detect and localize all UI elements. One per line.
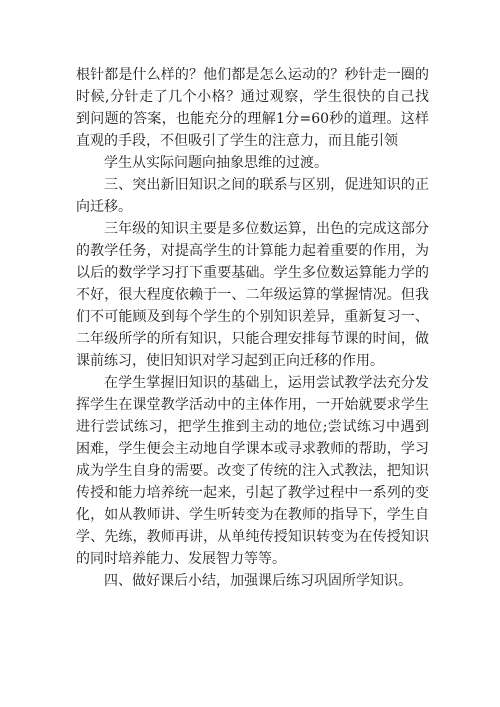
paragraph-transition: 学生从实际问题向抽象思维的过渡。 (104, 155, 328, 171)
paragraph-continuation: 根针都是什么样的？他们都是怎么运动的？秒针走一圈的时候,分针走了几个小格？通过观察，学生很快的自己找到问题的答案，也能充分的理解1分=60秒的道理。这样直观的手段，不但吸引了学生的注意力，而且能引领 (76, 67, 429, 149)
paragraph-grade-three: 三年级的知识主要是多位数运算，出色的完成这部分的教学任务，对提高学生的计算能力起着重要的作用，为以后的数学学习打下重要基础。学生多位数运算能力学的不好，很大程度依赖于一、二年级运算的掌握情况。但我们不可能顾及到每个学生的个别知识差异，重新复习一、二年级所学的所有知识，只能合理安排每节课的时间，做课前练习，使旧知识对学习起到正向迁移的作用。 (76, 221, 429, 369)
section-heading-three: 三、突出新旧知识之间的联系与区别，促进知识的正向迁移。 (76, 177, 429, 215)
document-body (76, 64, 429, 592)
paragraph-trial-teaching: 在学生掌握旧知识的基础上，运用尝试教学法充分发挥学生在课堂教学活动中的主体作用，一开始就要求学生进行尝试练习，把学生推到主动的地位;尝试练习中遇到困难，学生便会主动地自学课本或寻求教师的帮助，学习成为学生自身的需要。改变了传统的注入式教法，把知识传授和能力培养统一起来，引起了教学过程中一系列的变化，如从教师讲、学生听转变为在教师的指导下，学生自学、先练，教师再讲，从单纯传授知识转变为在传授知识的同时培养能力、发展智力等等。 (76, 375, 429, 567)
section-heading-four: 四、做好课后小结，加强课后练习巩固所学知识。 (104, 573, 412, 589)
